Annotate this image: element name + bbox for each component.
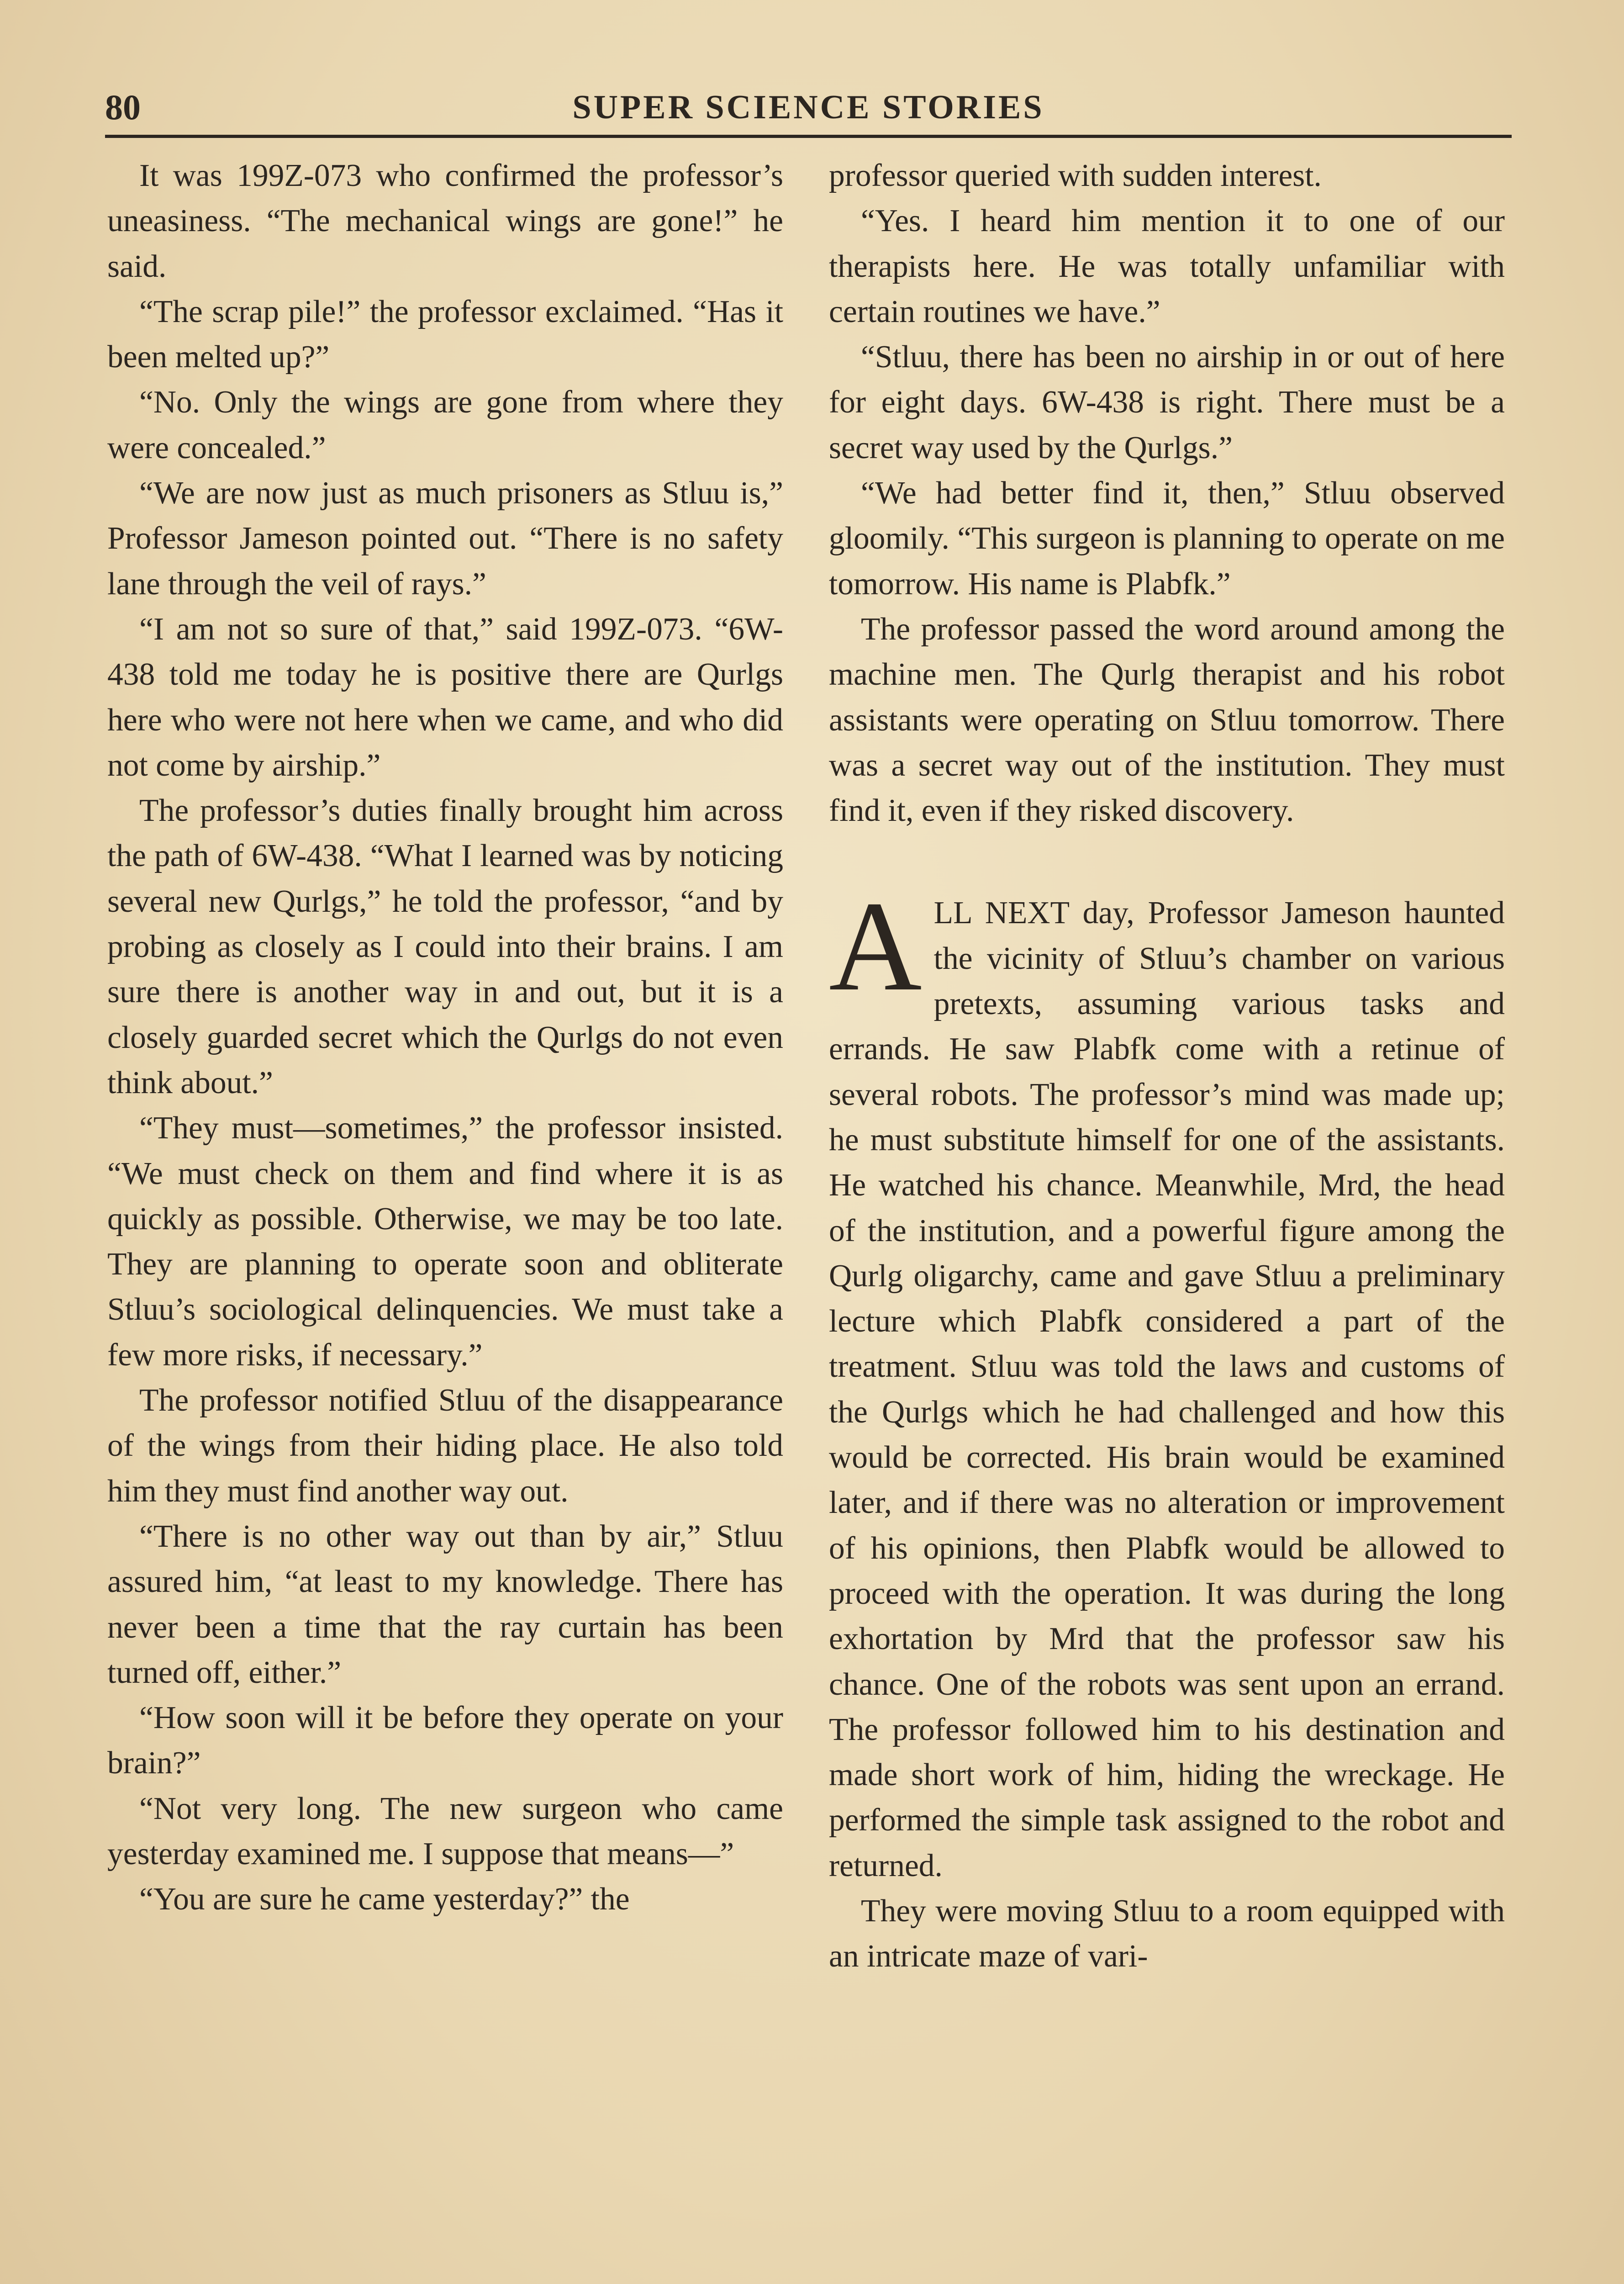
paragraph: “Not very long. The new surgeon who came yesterday examined me. I suppose that means—”	[107, 1791, 783, 1872]
paragraph: It was 199Z-073 who confirmed the professor’s uneasiness. “The mechanical wings are gone!” he said.	[107, 158, 783, 284]
drop-cap-letter: A	[829, 875, 922, 1018]
paragraph: “You are sure he came yesterday?” the	[139, 1882, 630, 1917]
paragraph: “How soon will it be before they operate on your brain?”	[107, 1700, 783, 1781]
paragraph: “Yes. I heard him mention it to one of our therapists here. He was totally unfamiliar with certain routines we have.”	[829, 203, 1505, 329]
page-number: 80	[105, 87, 141, 127]
paragraph: The professor passed the word around among the machine men. The Qurlg therapist and his robot assistants were operating on Stluu tomorrow. There was a secret way out of the institution. They must find it, even if they risked discovery.	[829, 611, 1505, 829]
running-title: SUPER SCIENCE STORIES	[572, 89, 1044, 126]
page-header	[105, 82, 1512, 132]
paragraph: The professor notified Stluu of the disappearance of the wings from their hiding place. He also told him they must find another way out.	[107, 1383, 783, 1509]
header-rule	[105, 135, 1512, 138]
paragraph: They were moving Stluu to a room equipped with an intricate maze of vari-	[829, 1893, 1505, 1974]
left-column	[107, 153, 783, 1922]
drop-cap-paragraph	[829, 875, 1505, 1888]
paragraph: “I am not so sure of that,” said 199Z-073. “6W-438 told me today he is positive there are Qurlgs here who were not here when we came, and who did not come by airship.”	[107, 611, 783, 783]
paragraph: “We had better find it, then,” Stluu observed gloomily. “This surgeon is planning to operate on me tomorrow. His name is Plabfk.”	[829, 476, 1505, 602]
drop-cap-text: LL NEXT day, Professor Jameson haunted the vicinity of Stluu’s chamber on various pretexts, assuming various tasks and errands. He saw Plabfk come with a retinue of several robots. The professor’s mind was made up; he must substitute himself for one of the assistants. He watched his chance. Meanwhile, Mrd, the head of the institution, and a powerful figure among the Qurlg oligarchy, came and gave Stluu a preliminary lecture which Plabfk considered a part of the treatment. Stluu was told the laws and customs of the Qurlgs which he had challenged and how this would be corrected. His brain would be examined later, and if there was no alteration or improvement of his opinions, then Plabfk would be allowed to proceed with the operation. It was during the long exhortation by Mrd that the professor saw his chance. One of the robots was sent upon an errand. The professor followed him to his destination and made short work of him, hiding the wreckage. He performed the simple task assigned to the robot and returned.	[829, 895, 1505, 1883]
paragraph: “There is no other way out than by air,” Stluu assured him, “at least to my knowledge. There has never been a time that the ray curtain has been turned off, either.”	[107, 1518, 783, 1690]
paragraph: “We are now just as much prisoners as Stluu is,” Professor Jameson pointed out. “There is no safety lane through the veil of rays.”	[107, 476, 783, 602]
paragraph: “The scrap pile!” the professor exclaimed. “Has it been melted up?”	[107, 294, 783, 375]
paragraph: “Stluu, there has been no airship in or out of here for eight days. 6W-438 is right. There must be a secret way used by the Qurlgs.”	[829, 339, 1505, 465]
right-column	[829, 153, 1505, 1979]
paragraph: “They must—sometimes,” the professor insisted. “We must check on them and find where it is as quickly as possible. Otherwise, we may be too late. They are planning to operate soon and obliterate Stluu’s sociological delinquencies. We must take a few more risks, if necessary.”	[107, 1110, 783, 1373]
continued-paragraph: professor queried with sudden interest.	[829, 158, 1322, 193]
paragraph: “No. Only the wings are gone from where they were concealed.”	[107, 385, 783, 465]
paragraph: The professor’s duties finally brought him across the path of 6W-438. “What I learned was by noticing several new Qurlgs,” he told the professor, “and by probing as closely as I could into their brains. I am sure there is another way in and out, but it is a closely guarded secret which the Qurlgs do not even think about.”	[107, 793, 783, 1100]
